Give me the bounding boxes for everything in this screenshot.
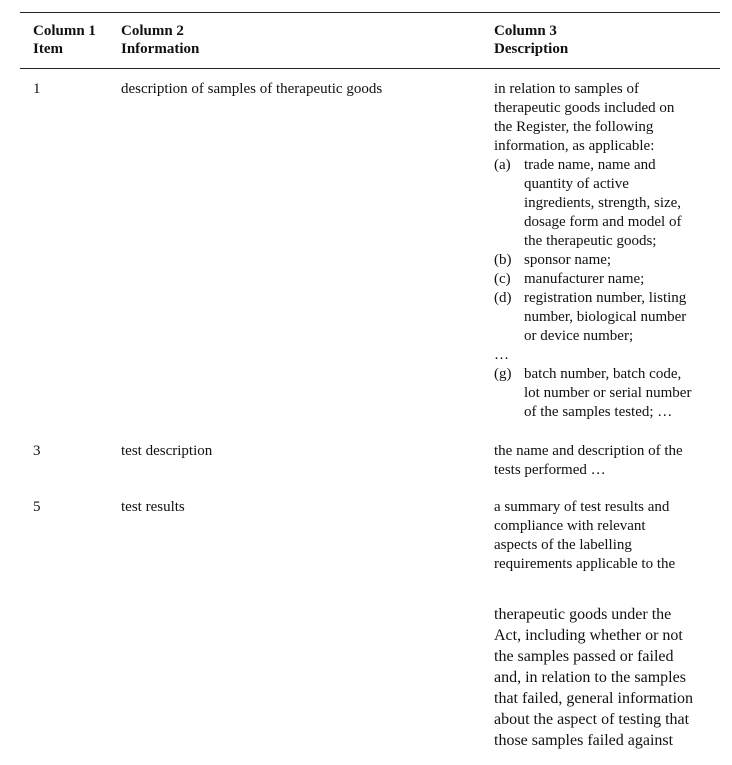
list-line: quantity of active — [524, 176, 629, 192]
table-top-rule — [20, 12, 720, 13]
description-line: tests performed … — [494, 462, 606, 478]
header-bottom-rule — [20, 68, 720, 69]
row-1-item: 1 — [33, 81, 41, 97]
list-ellipsis: … — [494, 347, 509, 363]
list-line: lot number or serial number — [524, 385, 692, 401]
row-1-description — [494, 80, 724, 422]
row-1-information: description of samples of therapeutic goods — [121, 81, 383, 97]
list-line: sponsor name; — [524, 252, 612, 268]
list-line: registration number, listing — [524, 290, 687, 306]
description-line: the name and description of the — [494, 443, 683, 459]
list-label: (a) — [494, 157, 511, 173]
continuation-line: those samples failed against — [494, 732, 674, 749]
list-line: of the samples tested; … — [524, 404, 673, 420]
continuation-line: Act, including whether or not — [494, 627, 683, 644]
list-line: batch number, batch code, — [524, 366, 682, 382]
row-5-item: 5 — [33, 499, 41, 515]
list-line: ingredients, strength, size, — [524, 195, 682, 211]
list-line: number, biological number — [524, 309, 687, 325]
description-line: therapeutic goods included on — [494, 100, 675, 116]
continuation-line: about the aspect of testing that — [494, 711, 690, 728]
header-column-3: Column 3 Description — [494, 23, 569, 57]
description-line: the Register, the following — [494, 119, 654, 135]
list-label: (g) — [494, 366, 512, 382]
list-item-g — [494, 365, 724, 422]
row-3-description — [494, 442, 724, 480]
list-line: manufacturer name; — [524, 271, 645, 287]
row-5-information: test results — [121, 499, 185, 515]
row-5-description-continuation — [494, 604, 693, 751]
description-line: compliance with relevant — [494, 518, 646, 534]
list-item-b — [494, 251, 724, 270]
description-line: requirements applicable to the — [494, 556, 676, 572]
list-item-d — [494, 289, 724, 346]
list-line: the therapeutic goods; — [524, 233, 657, 249]
continuation-line: that failed, general information — [494, 690, 694, 707]
list-line: or device number; — [524, 328, 634, 344]
row-5-description — [494, 498, 724, 574]
description-line: information, as applicable: — [494, 138, 655, 154]
list-label: (d) — [494, 290, 512, 306]
list-item-a — [494, 156, 724, 251]
description-line: in relation to samples of — [494, 81, 639, 97]
continuation-line: therapeutic goods under the — [494, 606, 672, 623]
header-column-2: Column 2 Information — [121, 23, 200, 57]
list-label: (c) — [494, 271, 511, 287]
list-line: dosage form and model of — [524, 214, 682, 230]
continuation-line: and, in relation to the samples — [494, 669, 686, 686]
header-column-1: Column 1 Item — [33, 23, 96, 57]
description-line: a summary of test results and — [494, 499, 670, 515]
list-item-c — [494, 270, 724, 289]
row-3-item: 3 — [33, 443, 41, 459]
list-line: trade name, name and — [524, 157, 656, 173]
description-line: aspects of the labelling — [494, 537, 632, 553]
continuation-line: the samples passed or failed — [494, 648, 674, 665]
list-label: (b) — [494, 252, 512, 268]
row-3-information: test description — [121, 443, 213, 459]
